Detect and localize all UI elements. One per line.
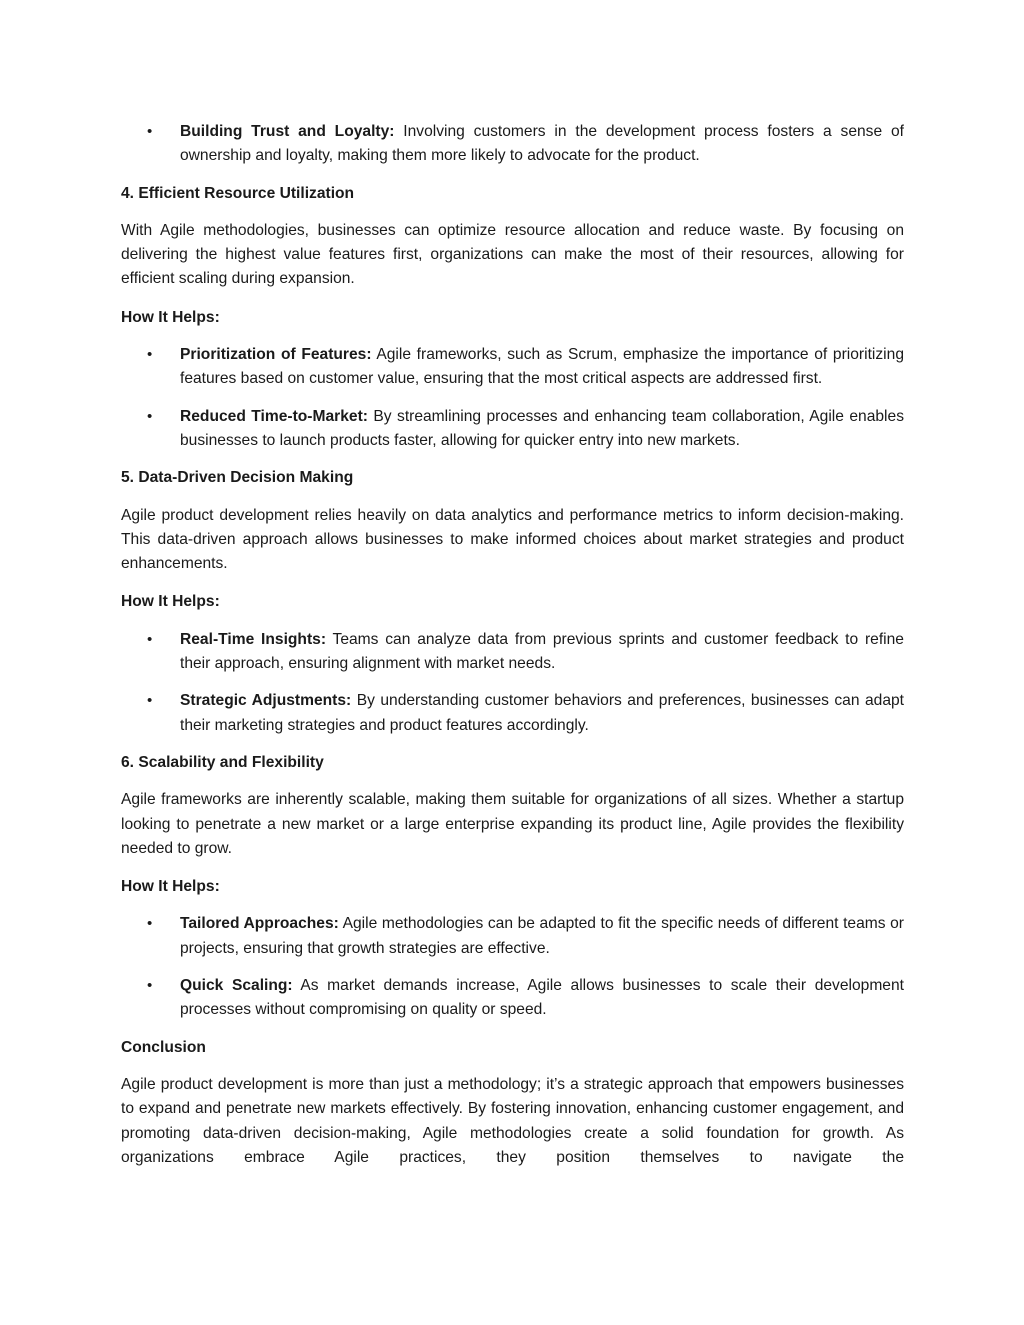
bullet-label: Reduced Time-to-Market: bbox=[180, 407, 368, 425]
bullet-text: Agile frameworks, such as Scrum, emphasize the importance of prioritizing features based on customer value, ensuring that the most critical aspects are addressed first. bbox=[180, 346, 904, 388]
section-heading: 4. Efficient Resource Utilization bbox=[121, 184, 355, 202]
bullet-label: Real-Time Insights: bbox=[180, 630, 327, 648]
bullet-label: Tailored Approaches: bbox=[180, 915, 339, 933]
bullet-text: As market demands increase, Agile allows businesses to scale their development processes without compromising on quality or speed. bbox=[180, 977, 904, 1019]
bullet-icon: • bbox=[147, 407, 153, 425]
bullet-real-time-insights bbox=[121, 628, 904, 677]
bullet-trust-loyalty bbox=[121, 120, 904, 169]
bullet-text: Agile methodologies can be adapted to fit the specific needs of different teams or projects, ensuring that growth strategies are effective. bbox=[180, 915, 904, 957]
bullet-text: By streamlining processes and enhancing team collaboration, Agile enables businesses to launch products faster, allowing for quicker entry into new markets. bbox=[180, 407, 904, 449]
paragraph: Agile frameworks are inherently scalable, making them suitable for organizations of all sizes. Whether a startup looking to penetrate a new market or a large enterprise expanding its product line, Agile provides the flexibility needed to grow. bbox=[121, 791, 904, 857]
paragraph: With Agile methodologies, businesses can optimize resource allocation and reduce waste. By focusing on delivering the highest value features first, organizations can make the most of their resources, allowing for efficient scaling during expansion. bbox=[121, 221, 904, 288]
bullet-icon: • bbox=[147, 977, 153, 995]
subheading-how-it-helps: How It Helps: bbox=[121, 308, 220, 326]
bullet-icon: • bbox=[147, 915, 153, 933]
bullet-label: Quick Scaling: bbox=[180, 977, 293, 995]
paragraph: Agile product development relies heavily on data analytics and performance metrics to inform decision-making. This data-driven approach allows businesses to make informed choices about market strategies and product enhancements. bbox=[121, 506, 904, 573]
bullet-icon: • bbox=[147, 630, 153, 648]
bullet-tailored-approaches bbox=[121, 912, 904, 961]
bullet-quick-scaling bbox=[121, 974, 904, 1023]
bullet-text: Teams can analyze data from previous sprints and customer feedback to refine their approach, ensuring alignment with market needs. bbox=[180, 630, 904, 673]
document-page bbox=[121, 118, 904, 1170]
section-heading: Conclusion bbox=[121, 1038, 206, 1056]
bullet-text: Involving customers in the development process fosters a sense of ownership and loyalty, making them more likely to advocate for the product. bbox=[180, 123, 904, 165]
bullet-label: Prioritization of Features: bbox=[180, 346, 372, 364]
bullet-strategic-adjustments bbox=[121, 689, 904, 738]
bullet-label: Building Trust and Loyalty: bbox=[180, 123, 395, 140]
paragraph: Agile product development is more than just a methodology; it’s a strategic approach that empowers businesses to expand and penetrate new markets effectively. By fostering innovation, enhancing customer engagement, and promoting data-driven decision-making, Agile methodologies create a solid foundation for growth. As organizations embrace Agile practices, they position themselves to navigate the bbox=[121, 1075, 904, 1166]
subheading-how-it-helps: How It Helps: bbox=[121, 878, 220, 896]
section-heading: 6. Scalability and Flexibility bbox=[121, 753, 324, 771]
subheading-how-it-helps: How It Helps: bbox=[121, 593, 220, 611]
bullet-prioritization bbox=[121, 343, 904, 392]
bullet-label: Strategic Adjustments: bbox=[180, 692, 352, 710]
bullet-icon: • bbox=[147, 346, 153, 364]
bullet-time-to-market bbox=[121, 405, 904, 454]
bullet-text: By understanding customer behaviors and preferences, businesses can adapt their marketing strategies and product features accordingly. bbox=[180, 692, 904, 734]
bullet-icon: • bbox=[147, 123, 153, 140]
bullet-icon: • bbox=[147, 692, 153, 710]
section-heading: 5. Data-Driven Decision Making bbox=[121, 469, 354, 487]
